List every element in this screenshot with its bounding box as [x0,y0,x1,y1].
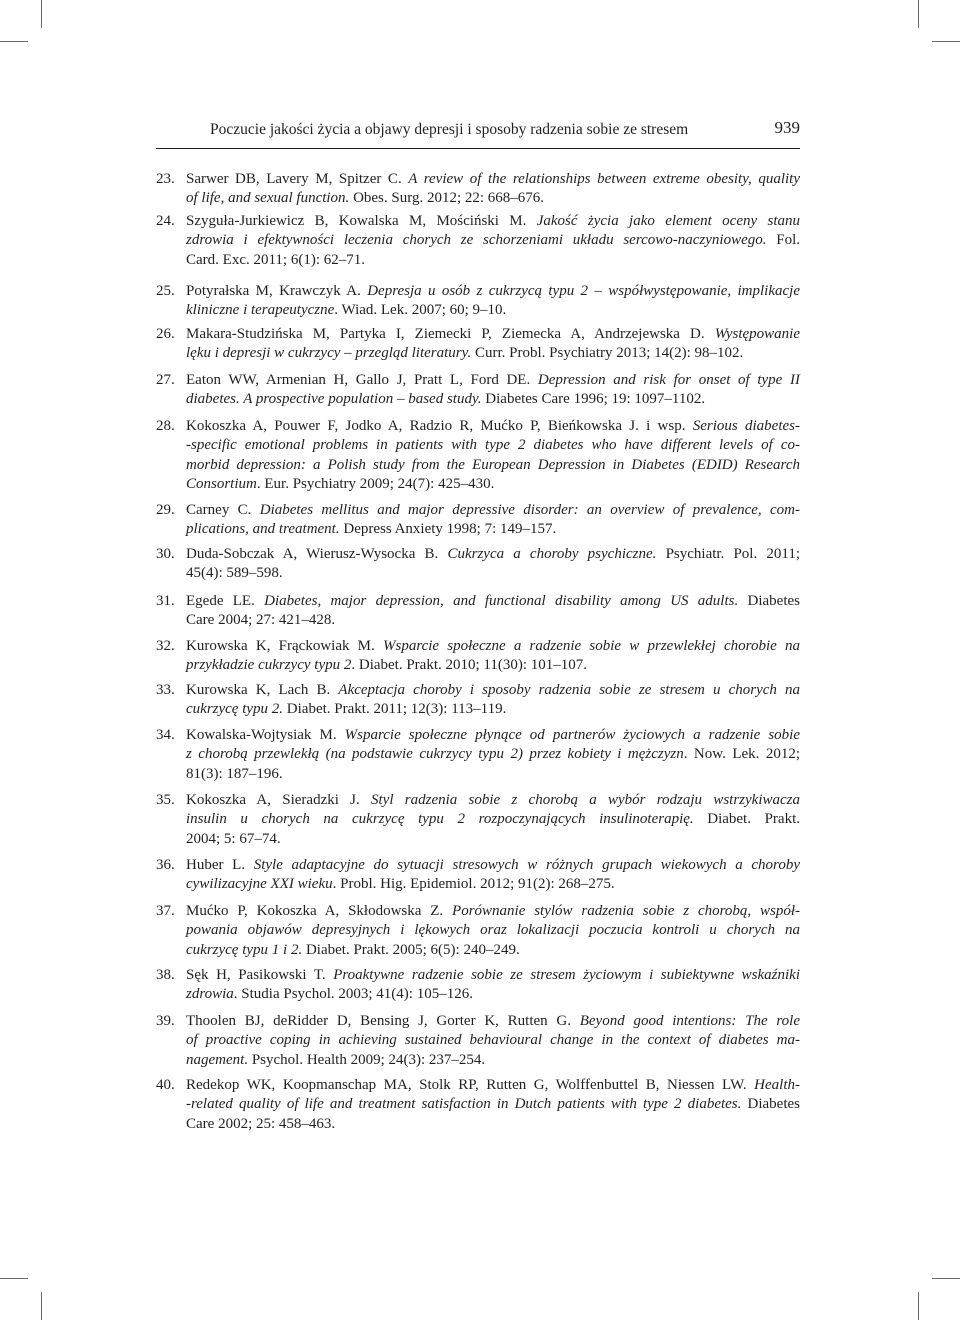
reference-text [186,1012,800,1070]
reference-text [186,545,800,584]
reference-number: 40. [156,1077,175,1093]
reference-text [186,501,800,540]
reference-citation-text: Care 2002; 25: 458–463. [186,1115,336,1132]
reference-citation-text: . Diabet. Prakt. 2010; 11(30): 101–107. [351,657,588,674]
reference-line [186,941,800,960]
reference-number: 38. [156,967,175,983]
reference-title-text: of life, and sexual function. [186,190,350,207]
reference-line [186,856,800,875]
crop-mark-bottom-right [932,1278,960,1279]
reference-citation-text: Diabet. Prakt. [693,811,800,828]
reference-citation-text: Card. Exc. 2011; 6(1): 62–71. [186,251,365,268]
reference-title-text: Diabetes mellitus and major depressive disorder: an overview of prevalence, com- [259,502,800,518]
reference-title-text: Styl radzenia sobie z chorobą a wybór rodzaju wstrzykiwacza [371,792,800,808]
reference-line [186,637,800,656]
reference-line [186,921,800,940]
reference-citation-text: Redekop WK, Koopmanschap MA, Stolk RP, Rutten G, Wolffenbuttel B, Niessen LW. [186,1077,755,1093]
reference-citation-text: Egede LE. [186,593,265,609]
reference-line [186,1031,800,1050]
reference-citation-text: Diabetes [741,1096,800,1113]
reference-number: 35. [156,792,175,808]
reference-number: 31. [156,593,175,609]
reference-line [186,745,800,764]
running-title: Poczucie jakości życia a objawy depresji i sposoby radzenia sobie ze stresem [210,121,689,138]
reference-line [186,681,800,700]
reference-line [186,189,800,208]
reference-title-text: Consortium [186,476,257,493]
reference-title-text: kliniczne i terapeutyczne [186,302,335,319]
reference-line [186,251,800,270]
reference-title-text: przykładzie cukrzycy typu 2 [186,657,352,674]
reference-line [186,475,800,494]
reference-line [186,390,800,409]
reference-title-text: of proactive coping in achieving sustained behavioural change in the context of diabetes ma- [186,1032,800,1049]
reference-number: 26. [156,326,175,342]
reference-title-text: Wsparcie społeczne a radzenie sobie w przewlekłej chorobie na [382,638,800,654]
reference-citation-text: . Probl. Hig. Epidemiol. 2012; 91(2): 268–275. [332,876,615,893]
reference-line [186,417,800,436]
reference-line [186,791,800,810]
reference-number: 24. [156,213,175,229]
reference-citation-text: . Studia Psychol. 2003; 41(4): 105–126. [233,986,473,1003]
reference-number: 33. [156,682,175,698]
reference-title-text: Serious diabetes- [692,418,800,434]
reference-title-text: powania objawów depresyjnych i lękowych oraz lokalizacji poczucia kontroli u chorych na [186,922,800,939]
reference-title-text: Wsparcie społeczne płynące od partnerów życiowych a radzenie sobie [344,727,800,743]
reference-citation-text: Duda-Sobczak A, Wierusz-Wysocka B. [186,546,448,562]
reference-text [186,856,800,895]
reference-line [186,656,800,675]
reference-line [186,301,800,320]
reference-citation-text: Fol. [766,232,801,249]
reference-citation-text: Sarwer DB, Lavery M, Spitzer C. [186,171,409,187]
reference-title-text: Diabetes, major depression, and functional disability among US adults. [264,593,739,609]
reference-text [186,325,800,364]
reference-citation-text: Diabet. Prakt. 2005; 6(5): 240–249. [302,941,520,958]
reference-title-text: insulin u chorych na cukrzycę typu 2 rozpoczynających insulinoterapię. [186,811,694,828]
reference-citation-text: Carney C. [186,502,260,518]
reference-line [186,456,800,475]
reference-title-text: Depression and risk for onset of type II [537,372,800,388]
reference-citation-text: . Wiad. Lek. 2007; 60; 9–10. [334,302,507,319]
crop-mark-top-right [932,41,960,42]
reference-text [186,791,800,849]
reference-line [186,1076,800,1095]
reference-line [186,371,800,390]
reference-line [186,282,800,301]
reference-title-text: -specific emotional problems in patients with type 2 diabetes who have different levels of co- [186,437,800,454]
reference-citation-text: Care 2004; 27: 421–428. [186,612,336,629]
reference-line [186,726,800,745]
reference-line [186,170,800,189]
reference-line [186,810,800,829]
running-header [156,118,800,149]
reference-citation-text: Huber L. [186,857,254,873]
reference-text [186,592,800,631]
reference-number: 39. [156,1013,175,1029]
reference-title-text: Występowanie [714,326,800,342]
page-number: 939 [774,118,800,137]
reference-title-text: Proaktywne radzenie sobie ze stresem życiowym i subiektywne wskaźniki [333,967,800,983]
reference-line [186,436,800,455]
reference-title-text: zdrowia [186,986,234,1003]
reference-title-text: Health- [754,1077,800,1093]
reference-text [186,726,800,784]
reference-title-text: zdrowia i efektywności leczenia chorych ze schorzeniami układu sercowo-naczyniowego. [186,232,767,249]
reference-line [186,830,800,849]
reference-number: 32. [156,638,175,654]
reference-title-text: z chorobą przewlekłą (na podstawie cukrzycy typu 2) przez kobiety i mężczyzn [186,746,684,763]
reference-title-text: A review of the relationships between extreme obesity, quality [408,171,800,187]
crop-mark-bottom-right [918,1292,919,1320]
reference-line [186,501,800,520]
reference-line [186,765,800,784]
reference-title-text: morbid depression: a Polish study from the European Depression in Diabetes (EDID) Research [186,456,800,473]
reference-title-text: Depresja u osób z cukrzycą typu 2 – współwystępowanie, implikacje [367,283,800,299]
reference-citation-text: Psychiatr. Pol. 2011; [656,546,800,562]
reference-title-text: Akceptacja choroby i sposoby radzenia sobie ze stresem u chorych na [338,682,800,698]
reference-title-text: Beyond good intentions: The role [579,1013,800,1029]
reference-title-text: cukrzycę typu 2. [186,701,284,718]
reference-number: 34. [156,727,175,743]
reference-number: 27. [156,372,175,388]
reference-number: 37. [156,903,175,919]
reference-number: 36. [156,857,175,873]
reference-citation-text: Kowalska-Wojtysiak M. [186,727,345,743]
reference-title-text: diabetes. A prospective population – based study. [186,391,482,408]
reference-citation-text: . Eur. Psychiatry 2009; 24(7): 425–430. [256,476,495,493]
crop-mark-top-left [0,41,28,42]
reference-number: 29. [156,502,175,518]
reference-line [186,325,800,344]
reference-line [186,231,800,250]
reference-citation-text: Depress Anxiety 1998; 7: 149–157. [339,521,557,538]
crop-mark-top-left [41,0,42,28]
reference-citation-text: Kurowska K, Frąckowiak M. [186,638,383,654]
reference-citation-text: Thoolen BJ, deRidder D, Bensing J, Gorter K, Rutten G. [186,1013,580,1029]
reference-title-text: -related quality of life and treatment satisfaction in Dutch patients with type 2 diabetes. [186,1096,742,1113]
reference-line [186,1051,800,1070]
reference-number: 28. [156,418,175,434]
reference-line [186,545,800,564]
reference-text [186,282,800,321]
reference-citation-text: Diabet. Prakt. 2011; 12(3): 113–119. [283,701,507,718]
reference-text [186,681,800,720]
reference-citation-text: Eaton WW, Armenian H, Gallo J, Pratt L, Ford DE. [186,372,538,388]
reference-title-text: Style adaptacyjne do sytuacji stresowych w różnych grupach wiekowych a choroby [253,857,800,873]
reference-citation-text: 2004; 5: 67–74. [186,830,281,847]
reference-line [186,700,800,719]
reference-citation-text: 45(4): 589–598. [186,565,283,582]
reference-line [186,1012,800,1031]
reference-title-text: plications, and treatment. [186,521,340,538]
reference-title-text: nagement. [186,1051,249,1068]
reference-line [186,611,800,630]
reference-text [186,170,800,209]
reference-number: 25. [156,283,175,299]
reference-text [186,212,800,270]
reference-title-text: cywilizacyjne XXI wieku [186,876,333,893]
reference-citation-text: Makara-Studzińska M, Partyka I, Ziemecki P, Ziemecka A, Andrzejewska D. [186,326,715,342]
reference-citation-text: Potyrałska M, Krawczyk A. [186,283,368,299]
reference-line [186,875,800,894]
reference-citation-text: Kokoszka A, Pouwer F, Jodko A, Radzio R, Mućko P, Bieńkowska J. i wsp. [186,418,693,434]
reference-text [186,637,800,676]
reference-line [186,902,800,921]
reference-line [186,1095,800,1114]
reference-citation-text: 81(3): 187–196. [186,765,283,782]
reference-citation-text: Obes. Surg. 2012; 22: 668–676. [349,190,545,207]
reference-citation-text: Kurowska K, Lach B. [186,682,339,698]
reference-citation-text: Mućko P, Kokoszka A, Skłodowska Z. [186,903,453,919]
reference-title-text: Cukrzyca a choroby psychiczne. [447,546,657,562]
reference-citation-text: Diabetes [738,593,800,609]
reference-text [186,1076,800,1134]
reference-line [186,564,800,583]
reference-number: 23. [156,171,175,187]
reference-title-text: Jakość życia jako element oceny stanu [536,213,800,229]
reference-citation-text: Psychol. Health 2009; 24(3): 237–254. [248,1051,486,1068]
reference-title-text: Porównanie stylów radzenia sobie z chorobą, współ- [452,903,800,919]
reference-title-text: lęku i depresji w cukrzycy – przegląd literatury. [186,345,472,362]
reference-citation-text: Diabetes Care 1996; 19: 1097–1102. [481,391,706,408]
reference-line [186,592,800,611]
reference-number: 30. [156,546,175,562]
crop-mark-bottom-left [41,1292,42,1320]
reference-title-text: cukrzycę typu 1 i 2. [186,941,303,958]
reference-citation-text: Sęk H, Pasikowski T. [186,967,334,983]
reference-text [186,966,800,1005]
crop-mark-top-right [918,0,919,28]
reference-line [186,520,800,539]
reference-text [186,371,800,410]
reference-text [186,902,800,960]
reference-citation-text: Curr. Probl. Psychiatry 2013; 14(2): 98–102. [471,345,744,362]
reference-line [186,966,800,985]
reference-citation-text: Kokoszka A, Sieradzki J. [186,792,372,808]
reference-line [186,1115,800,1134]
reference-line [186,344,800,363]
reference-citation-text: . Now. Lek. 2012; [683,746,800,763]
crop-mark-bottom-left [0,1278,28,1279]
reference-citation-text: Szyguła-Jurkiewicz B, Kowalska M, Mościński M. [186,213,537,229]
reference-line [186,985,800,1004]
reference-line [186,212,800,231]
reference-text [186,417,800,495]
